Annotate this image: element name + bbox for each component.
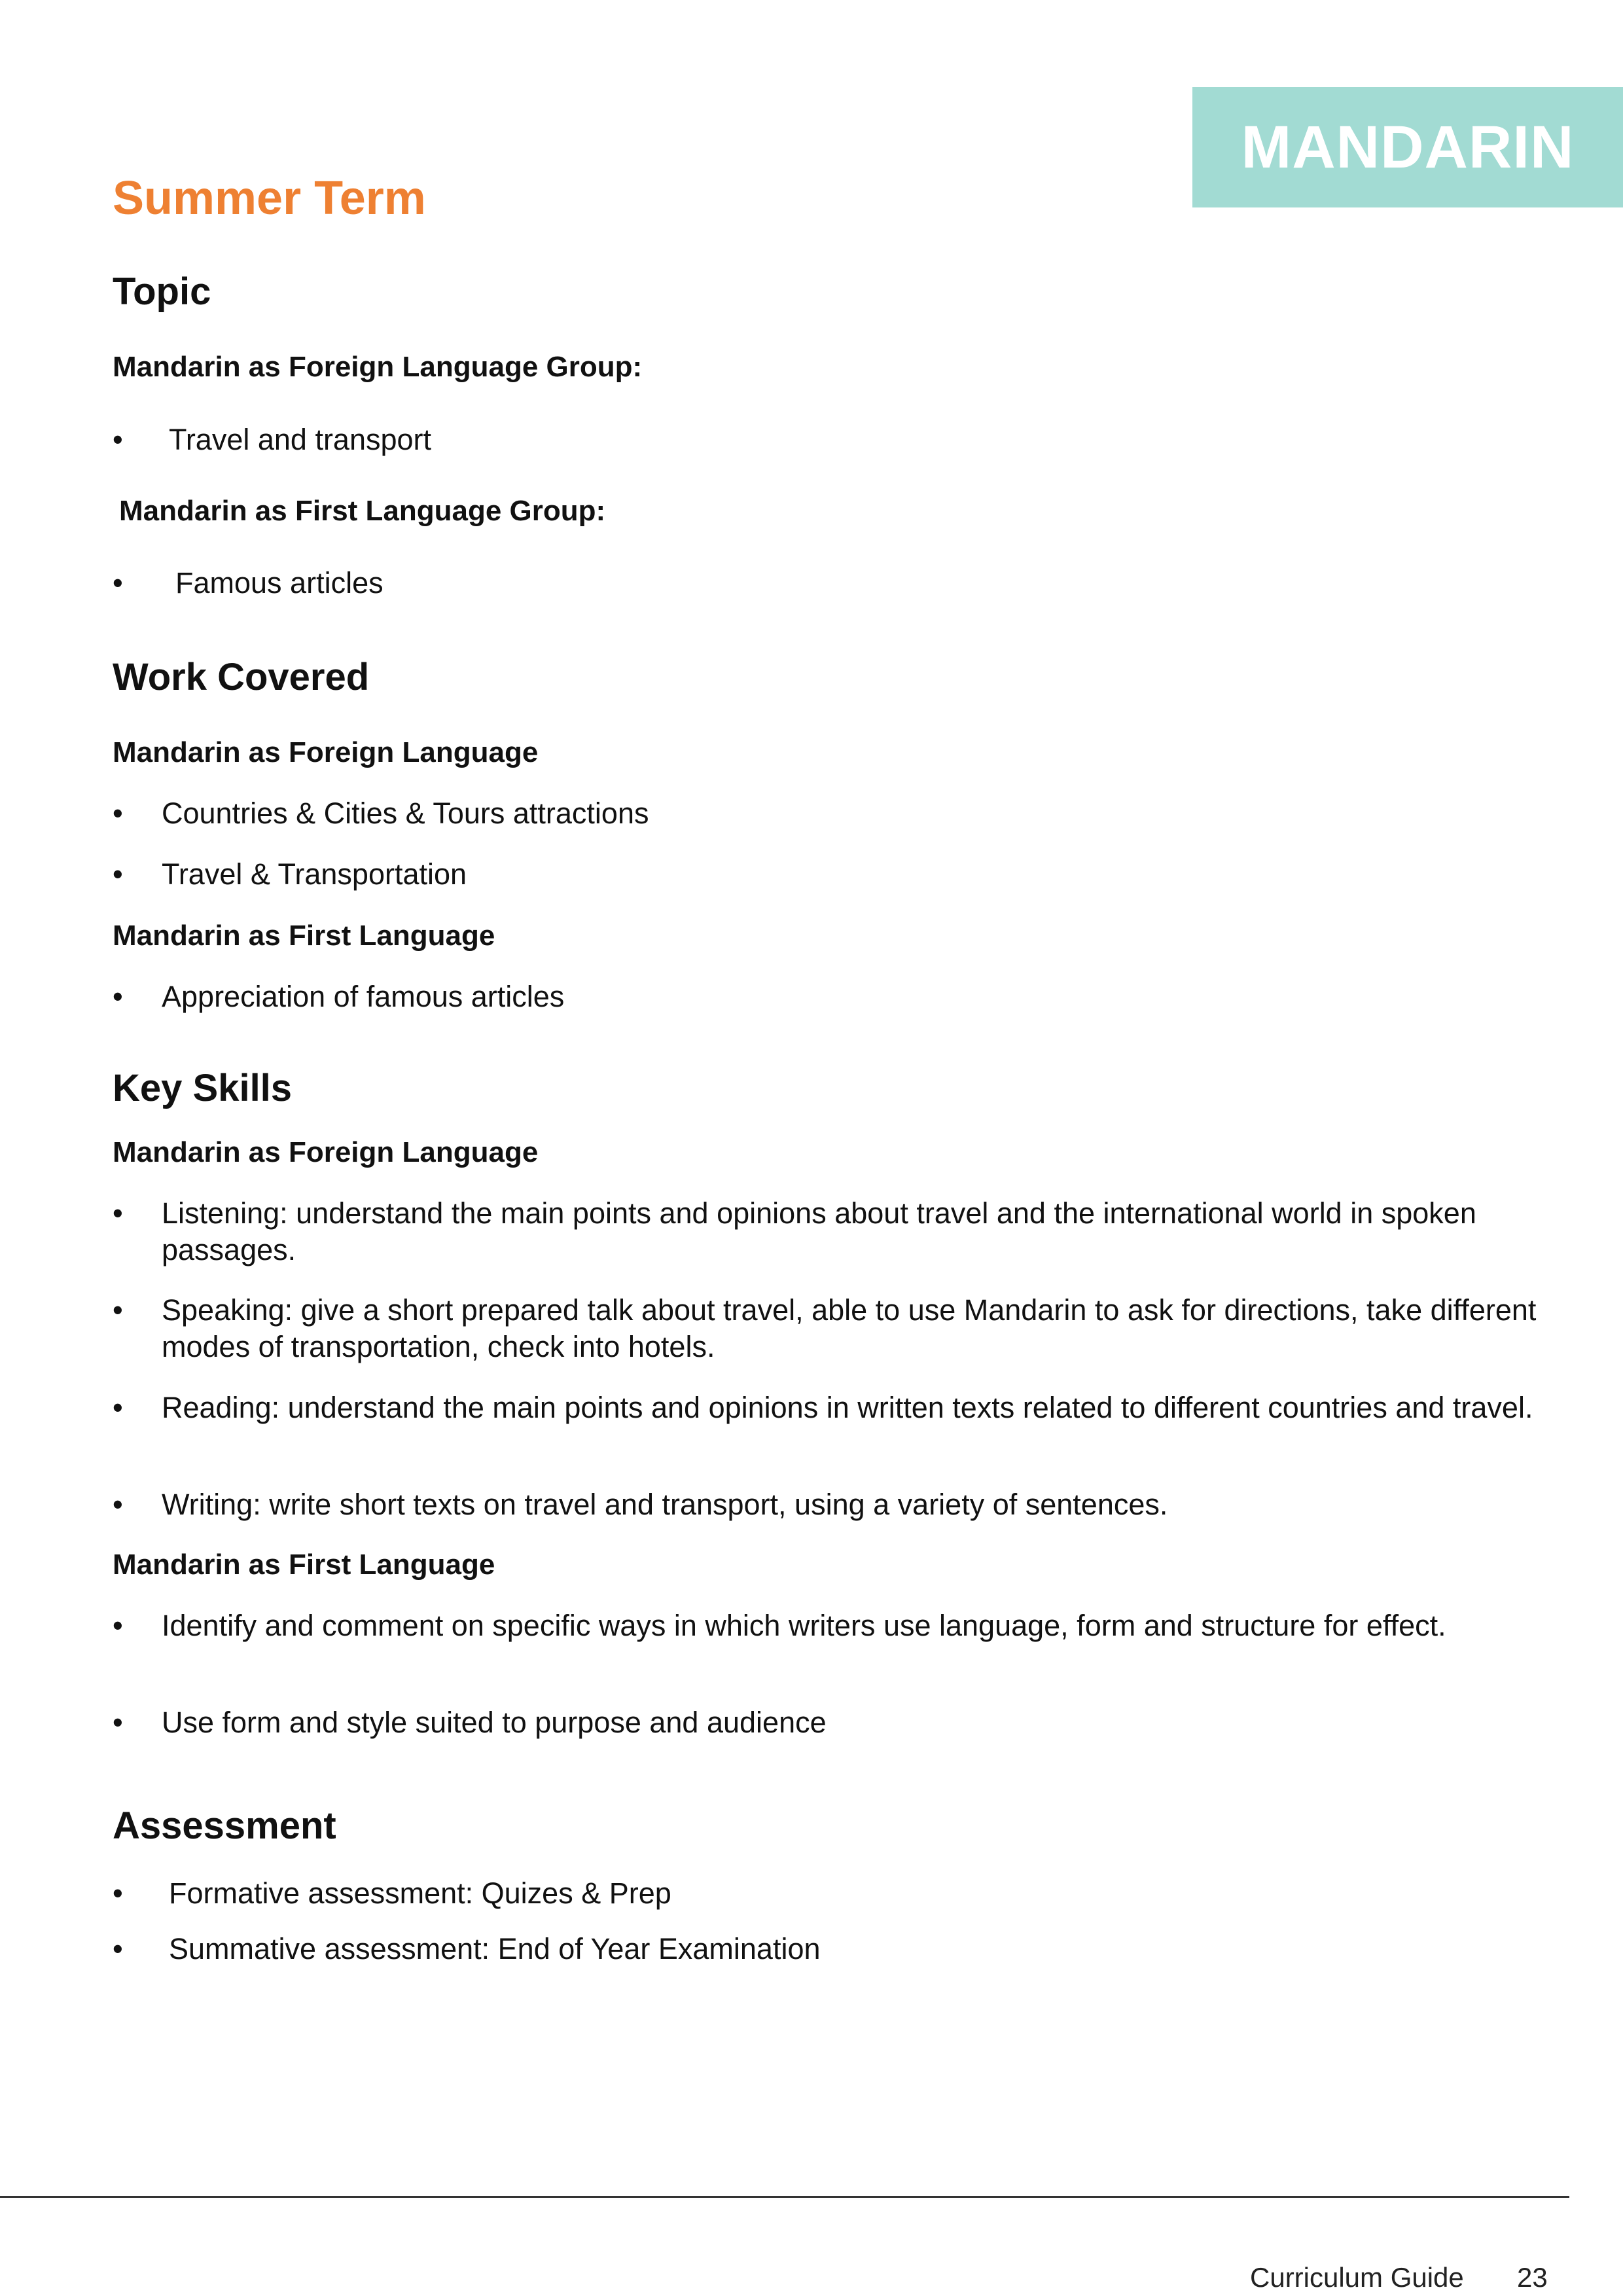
skills-foreign-label: Mandarin as Foreign Language	[113, 1136, 539, 1168]
list-item: • Writing: write short texts on travel and transport, using a variety of sentences.	[113, 1486, 1539, 1523]
key-skills-heading: Key Skills	[113, 1067, 293, 1109]
bullet-icon: •	[113, 1391, 123, 1424]
bullet-icon: •	[113, 1196, 123, 1230]
page-number: 23	[1517, 2262, 1548, 2293]
footer-label: Curriculum Guide	[1250, 2262, 1464, 2293]
list-item: • Listening: understand the main points and opinions about travel and the international world in spoken passages.	[113, 1196, 1476, 1266]
list-item: • Formative assessment: Quizes & Prep	[113, 1875, 1539, 1912]
work-foreign-label: Mandarin as Foreign Language	[113, 736, 539, 768]
list-item: • Famous articles	[113, 565, 1539, 601]
list-item: • Reading: understand the main points and opinions in written texts related to different countries and travel.	[113, 1390, 1539, 1426]
skills-first-label: Mandarin as First Language	[113, 1549, 495, 1581]
bullet-icon: •	[113, 980, 123, 1013]
bullet-icon: •	[113, 857, 123, 891]
work-covered-heading: Work Covered	[113, 656, 370, 698]
bullet-icon: •	[113, 566, 123, 600]
topic-first-label: Mandarin as First Language Group:	[119, 495, 606, 527]
bullet-icon: •	[113, 1293, 123, 1327]
assessment-heading: Assessment	[113, 1804, 336, 1847]
list-item: • Travel & Transportation	[113, 856, 1539, 893]
list-item: • Identify and comment on specific ways in which writers use language, form and structure for effect.	[113, 1607, 1539, 1644]
topic-foreign-label: Mandarin as Foreign Language Group:	[113, 351, 643, 383]
topic-heading: Topic	[113, 270, 211, 313]
term-title: Summer Term	[113, 172, 426, 224]
bullet-icon: •	[113, 797, 123, 830]
bullet-icon: •	[113, 1609, 123, 1642]
subject-tab: MANDARIN	[1192, 87, 1623, 207]
list-item: • Countries & Cities & Tours attractions	[113, 795, 1539, 832]
bullet-icon: •	[113, 1876, 123, 1910]
bullet-icon: •	[113, 423, 123, 456]
work-first-label: Mandarin as First Language	[113, 920, 495, 952]
list-item: • Speaking: give a short prepared talk about travel, able to use Mandarin to ask for directions, take different modes of transportation, check into hotels.	[113, 1293, 1537, 1363]
footer-divider	[0, 2196, 1569, 2198]
bullet-icon: •	[113, 1706, 123, 1739]
list-item: • Summative assessment: End of Year Examination	[113, 1931, 1539, 1967]
list-item: • Appreciation of famous articles	[113, 978, 1539, 1015]
list-item: • Use form and style suited to purpose and audience	[113, 1704, 1539, 1741]
bullet-icon: •	[113, 1488, 123, 1521]
bullet-icon: •	[113, 1932, 123, 1965]
list-item: • Travel and transport	[113, 422, 1539, 458]
